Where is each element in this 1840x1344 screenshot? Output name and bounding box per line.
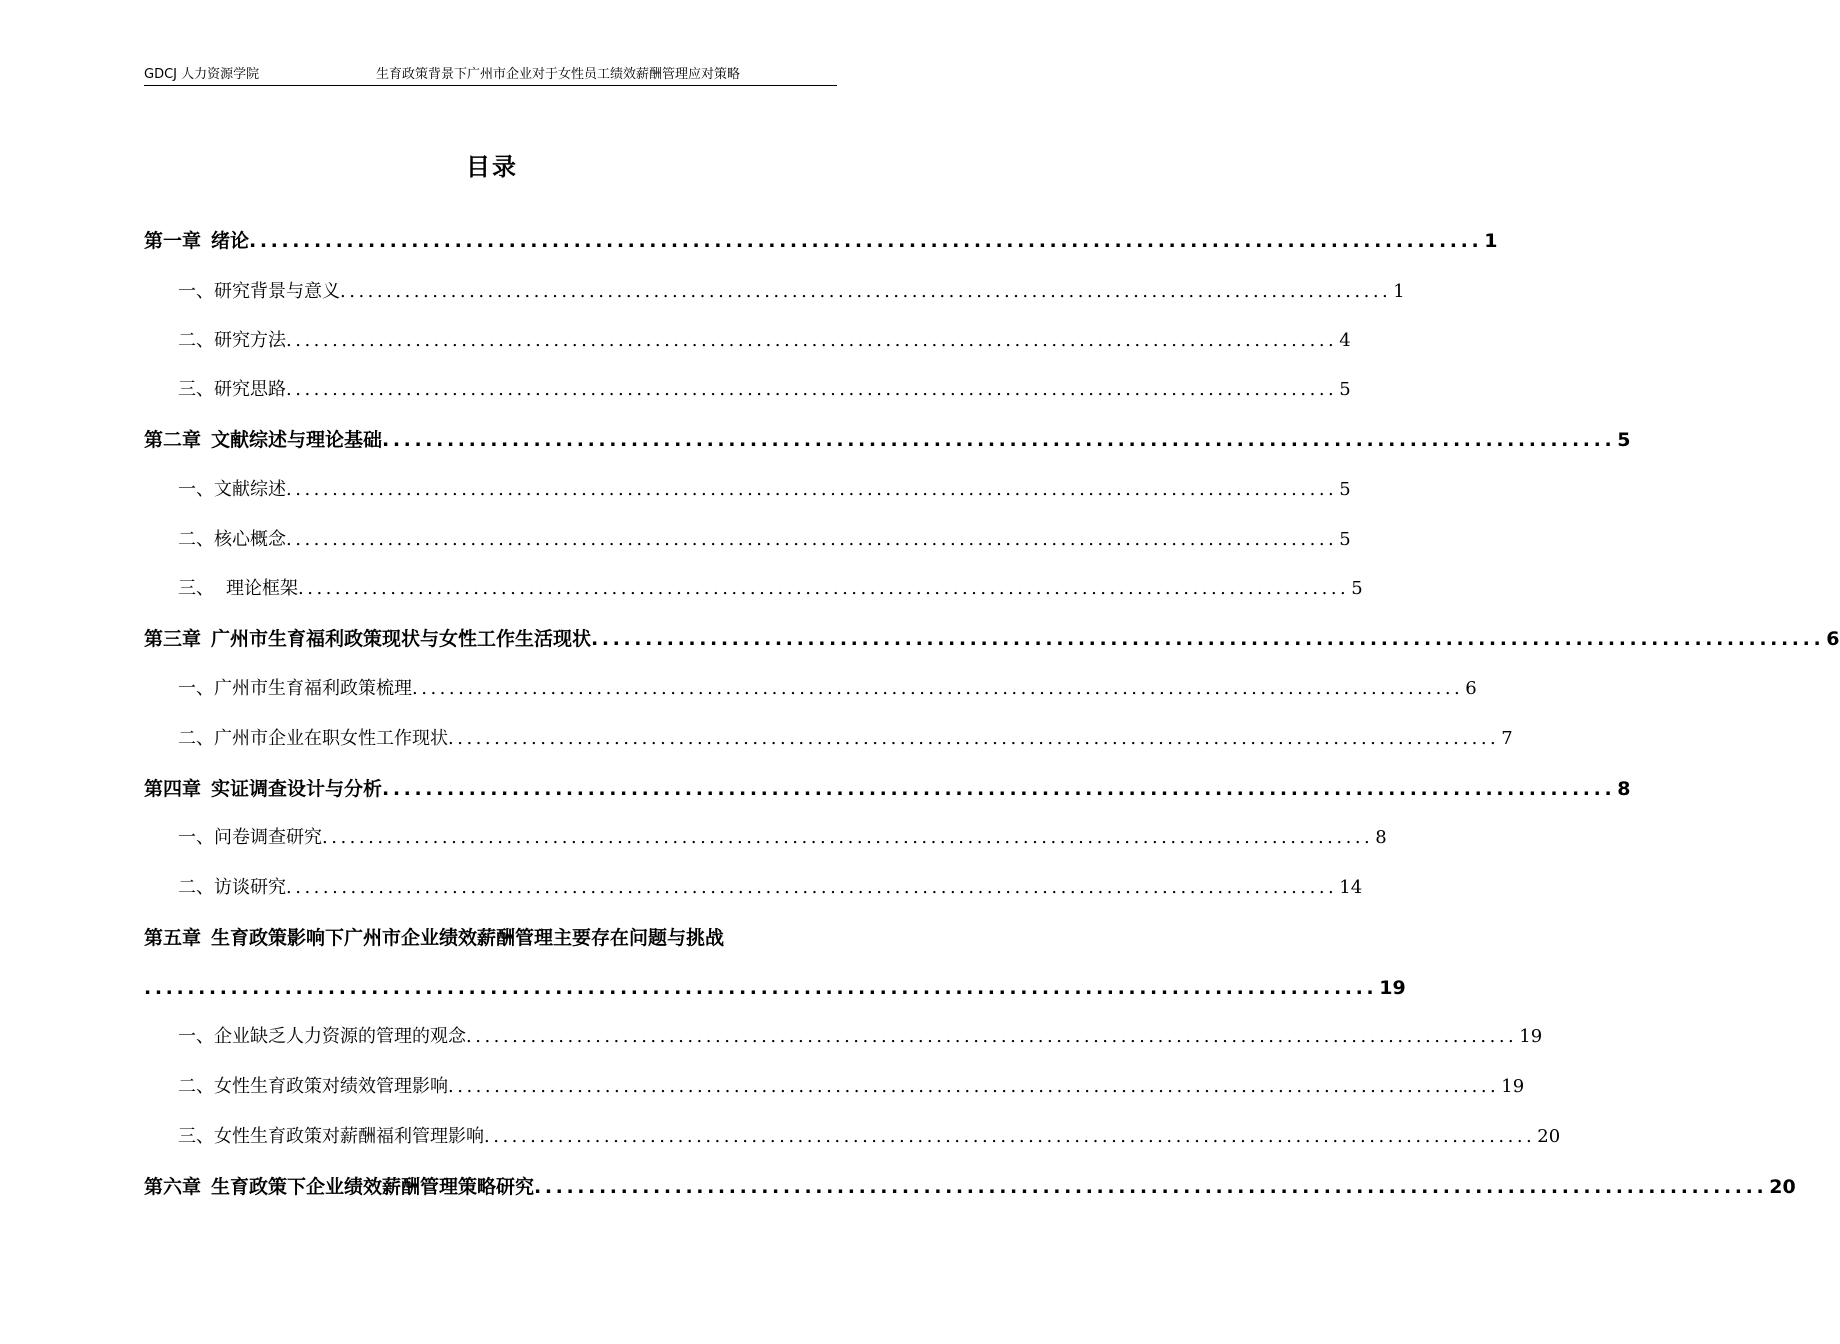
toc-number: 二、 [178, 877, 214, 898]
toc-leader: .................................................................................................................. [249, 230, 1483, 252]
toc-chapter-1[interactable] [144, 226, 1498, 256]
toc-section-4-2[interactable] [178, 873, 1363, 903]
toc-chapter-6[interactable] [144, 1172, 1796, 1202]
toc-title-text: 核心概念 [214, 529, 286, 550]
toc-title-text: 女性生育政策对绩效管理影响 [214, 1076, 448, 1097]
toc-leader: .................................................................................................................. [322, 827, 1374, 848]
toc-page-number: 14 [1339, 877, 1363, 898]
toc-chapter-4[interactable] [144, 774, 1631, 804]
toc-page-number: 5 [1339, 479, 1351, 500]
toc-title-text: 生育政策下企业绩效薪酬管理策略研究 [211, 1176, 535, 1198]
toc-page-number: 6 [1465, 678, 1477, 699]
toc-title-text: 研究背景与意义 [214, 281, 340, 302]
toc-leader: .................................................................................................................. [286, 379, 1338, 400]
toc-section-1-1[interactable] [178, 277, 1405, 307]
toc-section-3-1[interactable] [178, 674, 1477, 704]
toc-leader: .................................................................................................................. [144, 977, 1378, 999]
toc-section-5-2[interactable] [178, 1072, 1525, 1102]
toc-chapter-3[interactable] [144, 624, 1840, 654]
toc-title-text: 广州市生育福利政策梳理 [214, 678, 412, 699]
toc-number: 三、 [178, 578, 214, 599]
toc-leader: .................................................................................................................. [591, 628, 1825, 650]
toc-leader: .................................................................................................................. [382, 778, 1616, 800]
toc-title-text: 理论框架 [226, 578, 298, 599]
toc-leader: .................................................................................................................. [484, 1126, 1536, 1147]
toc-number: 二、 [178, 728, 214, 749]
toc-page-number: 19 [1501, 1076, 1525, 1097]
toc-leader: .................................................................................................................. [340, 281, 1392, 302]
toc-number: 一、 [178, 281, 214, 302]
toc-number: 一、 [178, 827, 214, 848]
toc-title-text: 实证调查设计与分析 [211, 778, 383, 800]
toc-page-number: 1 [1393, 281, 1405, 302]
toc-section-2-1[interactable] [178, 475, 1351, 505]
toc-page-number: 5 [1617, 429, 1631, 451]
toc-chapter-5-continuation[interactable] [144, 973, 1406, 1003]
toc-number: 第三章 [144, 628, 202, 650]
toc-title-text: 广州市生育福利政策现状与女性工作生活现状 [211, 628, 592, 650]
toc-number: 二、 [178, 330, 214, 351]
toc-page-number: 20 [1537, 1126, 1561, 1147]
toc-page-number: 8 [1617, 778, 1631, 800]
toc-chapter-2[interactable] [144, 425, 1631, 455]
toc-leader: .................................................................................................................. [286, 479, 1338, 500]
toc-section-4-1[interactable] [178, 823, 1387, 853]
toc-title-text: 广州市企业在职女性工作现状 [214, 728, 448, 749]
toc-section-2-2[interactable] [178, 525, 1351, 555]
toc-leader: .................................................................................................................. [412, 678, 1464, 699]
toc-number: 三、 [178, 379, 214, 400]
toc-leader: .................................................................................................................. [286, 877, 1338, 898]
header-rule [144, 85, 837, 86]
toc-number: 一、 [178, 1026, 214, 1047]
toc-title-text: 企业缺乏人力资源的管理的观念 [214, 1026, 466, 1047]
toc-title-text: 问卷调查研究 [214, 827, 322, 848]
toc-section-5-3[interactable] [178, 1122, 1561, 1152]
toc-page-number: 6 [1826, 628, 1840, 650]
toc-page-number: 20 [1769, 1176, 1796, 1198]
running-header-left: GDCJ 人力资源学院 [144, 67, 260, 82]
toc-page-number: 7 [1501, 728, 1513, 749]
toc-number: 一、 [178, 479, 214, 500]
toc-title-text: 绪论 [211, 230, 250, 252]
toc-title-text: 生育政策影响下广州市企业绩效薪酬管理主要存在问题与挑战 [211, 927, 725, 949]
toc-title-text: 女性生育政策对薪酬福利管理影响 [214, 1126, 484, 1147]
toc-title-text: 研究思路 [214, 379, 286, 400]
toc-section-1-2[interactable] [178, 326, 1351, 356]
toc-title-text: 文献综述 [214, 479, 286, 500]
toc-leader: .................................................................................................................. [382, 429, 1616, 451]
toc-number: 一、 [178, 678, 214, 699]
toc-page-number: 5 [1339, 379, 1351, 400]
toc-title-text: 访谈研究 [214, 877, 286, 898]
toc-number: 第一章 [144, 230, 202, 252]
toc-leader: .................................................................................................................. [448, 728, 1500, 749]
toc-title-text: 文献综述与理论基础 [211, 429, 383, 451]
toc-section-2-3[interactable] [178, 574, 1363, 604]
toc-page-number: 8 [1375, 827, 1387, 848]
toc-page-number: 19 [1379, 977, 1406, 999]
toc-section-1-3[interactable] [178, 375, 1351, 405]
toc-number: 第四章 [144, 778, 202, 800]
toc-title: 目录 [466, 153, 518, 181]
toc-section-5-1[interactable] [178, 1022, 1543, 1052]
toc-number: 二、 [178, 529, 214, 550]
toc-number: 二、 [178, 1076, 214, 1097]
running-header-right: 生育政策背景下广州市企业对于女性员工绩效薪酬管理应对策略 [376, 67, 741, 82]
toc-page-number: 5 [1339, 529, 1351, 550]
toc-section-3-2[interactable] [178, 724, 1513, 754]
toc-leader: .................................................................................................................. [466, 1026, 1518, 1047]
toc-leader: .................................................................................................................. [534, 1176, 1768, 1198]
toc-page-number: 19 [1519, 1026, 1543, 1047]
toc-leader: .................................................................................................................. [286, 330, 1338, 351]
toc-page-number: 1 [1484, 230, 1498, 252]
toc-chapter-5[interactable] [144, 923, 837, 953]
toc-page-number: 5 [1351, 578, 1363, 599]
toc-title-text: 研究方法 [214, 330, 286, 351]
toc-leader: .................................................................................................................. [298, 578, 1350, 599]
toc-number: 三、 [178, 1126, 214, 1147]
toc-number: 第六章 [144, 1176, 202, 1198]
toc-leader: .................................................................................................................. [448, 1076, 1500, 1097]
toc-number: 第二章 [144, 429, 202, 451]
toc-number: 第五章 [144, 927, 202, 949]
toc-page-number: 4 [1339, 330, 1351, 351]
toc-leader: .................................................................................................................. [286, 529, 1338, 550]
